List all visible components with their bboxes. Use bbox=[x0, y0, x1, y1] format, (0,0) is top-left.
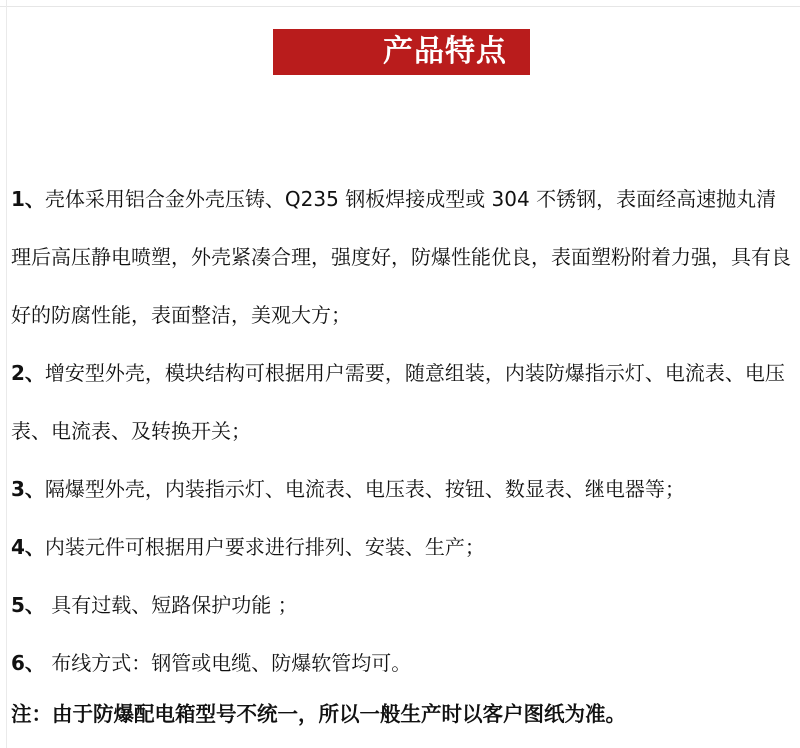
feature-item-2 bbox=[11, 344, 793, 460]
title-banner bbox=[273, 29, 530, 75]
footnote: 注：由于防爆配电箱型号不统一，所以一般生产时以客户图纸为准。 bbox=[11, 702, 626, 726]
feature-number: 6、 bbox=[11, 651, 45, 675]
page-title: 产品特点 bbox=[383, 34, 507, 69]
feature-text: 内装元件可根据用户要求进行排列、安装、生产； bbox=[44, 535, 485, 559]
feature-text: 增安型外壳，模块结构可根据用户需要，随意组装，内装防爆指示灯、电流表、电压表、电流表、及转换开关； bbox=[11, 361, 785, 443]
feature-text: 壳体采用铝合金外壳压铸、Q235 钢板焊接成型或 304 不锈钢，表面经高速抛丸清理后高压静电喷塑，外壳紧凑合理，强度好，防爆性能优良，表面塑粉附着力强，具有良好的防腐性能，表面整洁，美观大方； bbox=[11, 187, 791, 327]
feature-text: 具有过载、短路保护功能 ； bbox=[44, 593, 298, 617]
feature-number: 2、 bbox=[11, 361, 45, 385]
page-left-border bbox=[6, 0, 7, 748]
feature-text: 隔爆型外壳，内装指示灯、电流表、电压表、按钮、数显表、继电器等； bbox=[44, 477, 685, 501]
feature-number: 1、 bbox=[11, 187, 45, 211]
feature-text: 布线方式：钢管或电缆、防爆软管均可。 bbox=[44, 651, 412, 675]
feature-number: 4、 bbox=[11, 535, 45, 559]
page-top-border bbox=[0, 6, 800, 7]
feature-list bbox=[11, 170, 793, 692]
feature-item-5 bbox=[11, 576, 793, 634]
feature-item-4 bbox=[11, 518, 793, 576]
feature-number: 3、 bbox=[11, 477, 45, 501]
feature-item-1 bbox=[11, 170, 793, 344]
feature-item-6 bbox=[11, 634, 793, 692]
feature-number: 5、 bbox=[11, 593, 45, 617]
feature-item-3 bbox=[11, 460, 793, 518]
